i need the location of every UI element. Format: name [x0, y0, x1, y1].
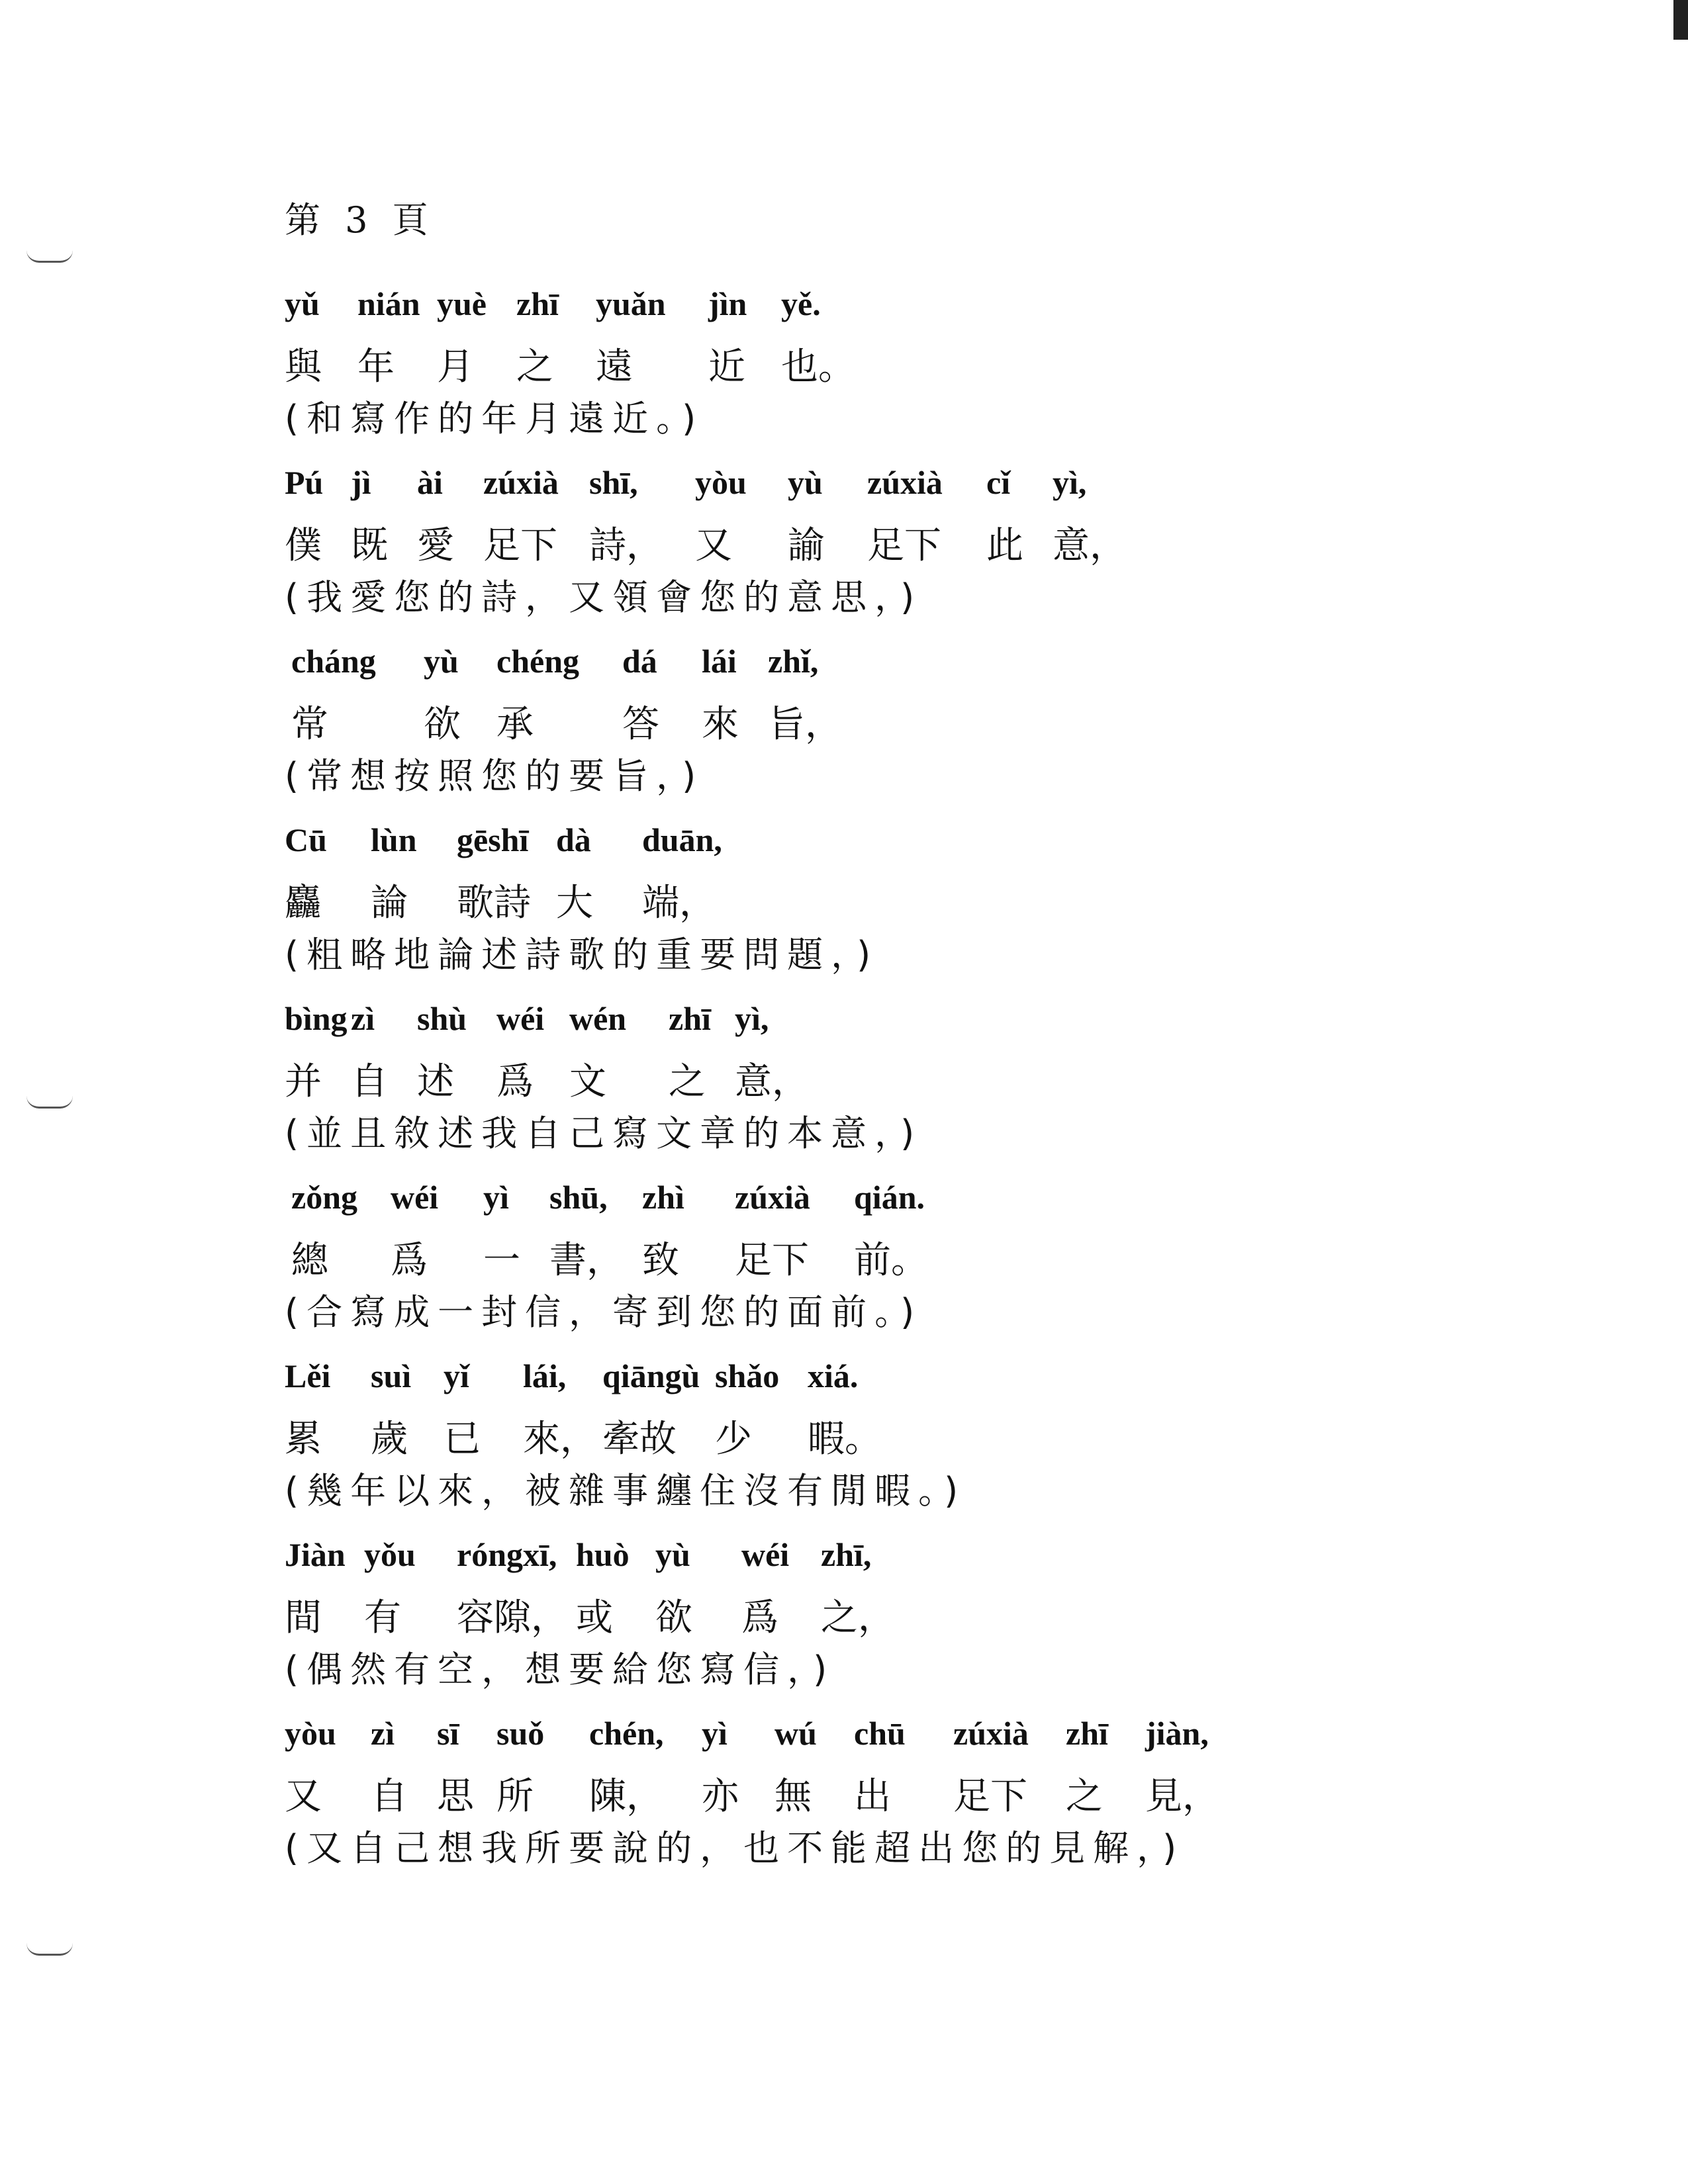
pinyin-syllable: chū: [854, 1715, 906, 1752]
chinese-text-line: [285, 338, 1410, 388]
pinyin-syllable: gēshī: [457, 821, 529, 858]
stanza-5: [285, 999, 1410, 1154]
pinyin-syllable: jiàn,: [1145, 1715, 1209, 1752]
pinyin-syllable: wén: [569, 1000, 627, 1037]
pinyin-syllable: yě.: [781, 285, 821, 322]
pinyin-syllable: lái: [702, 643, 737, 680]
stanza-7: [285, 1357, 1410, 1512]
pinyin-syllable: yì,: [735, 1000, 769, 1037]
pinyin-syllable: wéi: [741, 1536, 790, 1573]
chinese-character: 承: [496, 703, 534, 746]
pinyin-line: [285, 642, 1410, 688]
stanza-3: [285, 642, 1410, 797]
modern-translation: (常想按照您的要旨，): [285, 755, 704, 797]
pinyin-syllable: zǒng: [291, 1179, 357, 1216]
pinyin-syllable: chén,: [589, 1715, 664, 1752]
pinyin-syllable: zúxià: [867, 464, 943, 501]
chinese-character: 足下: [483, 524, 557, 567]
pinyin-syllable: yǐ: [444, 1357, 469, 1394]
pinyin-syllable: jìn: [708, 285, 747, 322]
pinyin-syllable: zhì: [642, 1179, 684, 1216]
pinyin-syllable: huò: [576, 1536, 630, 1573]
chinese-character: 論: [371, 882, 408, 925]
pinyin-line: [285, 463, 1410, 510]
chinese-character: 與: [285, 345, 322, 388]
pinyin-syllable: cǐ: [986, 464, 1011, 501]
chinese-character: 旨，: [768, 703, 842, 746]
stanza-4: [285, 821, 1410, 976]
chinese-character: 足下: [867, 524, 941, 567]
chinese-character: 麤: [285, 882, 322, 925]
pinyin-syllable: yǒu: [364, 1536, 416, 1573]
chinese-character: 也。: [781, 345, 855, 388]
hole-punch-mark: [26, 250, 73, 263]
chinese-text-line: [285, 516, 1410, 567]
chinese-character: 書，: [549, 1239, 624, 1282]
pinyin-syllable: suǒ: [496, 1715, 545, 1752]
pinyin-syllable: shī,: [589, 464, 638, 501]
stanza-2: [285, 463, 1410, 618]
chinese-character: 已: [444, 1418, 481, 1461]
chinese-character: 來，: [523, 1418, 597, 1461]
pinyin-syllable: nián: [357, 285, 420, 322]
pinyin-syllable: qián.: [854, 1179, 925, 1216]
pinyin-syllable: sī: [437, 1715, 459, 1752]
pinyin-syllable: zì: [371, 1715, 395, 1752]
chinese-character: 欲: [424, 703, 461, 746]
pinyin-syllable: dà: [556, 821, 591, 858]
chinese-text-line: [285, 1767, 1410, 1818]
chinese-character: 意，: [735, 1060, 809, 1103]
pinyin-syllable: lái,: [523, 1357, 567, 1394]
chinese-text-line: [285, 1052, 1410, 1103]
hole-punch-mark: [26, 1096, 73, 1109]
chinese-character: 總: [291, 1239, 328, 1282]
pinyin-line: [285, 1357, 1410, 1403]
pinyin-syllable: suì: [371, 1357, 412, 1394]
pinyin-syllable: yì: [702, 1715, 727, 1752]
chinese-character: 思: [437, 1775, 474, 1818]
chinese-character: 出: [854, 1775, 891, 1818]
chinese-character: 端，: [642, 882, 716, 925]
pinyin-syllable: qiāngù: [602, 1357, 700, 1394]
chinese-character: 亦: [702, 1775, 739, 1818]
pinyin-line: [285, 999, 1410, 1046]
pinyin-syllable: yòu: [285, 1715, 336, 1752]
pinyin-line: [285, 1535, 1410, 1582]
chinese-character: 答: [622, 703, 659, 746]
chinese-character: 爲: [741, 1596, 778, 1639]
pinyin-syllable: ài: [417, 464, 443, 501]
chinese-character: 文: [569, 1060, 606, 1103]
pinyin-syllable: yù: [655, 1536, 690, 1573]
chinese-character: 歌詩: [457, 882, 531, 925]
chinese-character: 自: [351, 1060, 388, 1103]
chinese-character: 之: [669, 1060, 706, 1103]
chinese-character: 并: [285, 1060, 322, 1103]
pinyin-syllable: yuè: [437, 285, 487, 322]
pinyin-line: [285, 285, 1410, 331]
pinyin-syllable: dá: [622, 643, 657, 680]
chinese-character: 大: [556, 882, 593, 925]
chinese-character: 歲: [371, 1418, 408, 1461]
chinese-character: 爲: [391, 1239, 428, 1282]
hole-punch-mark: [26, 1943, 73, 1956]
chinese-character: 之: [1066, 1775, 1103, 1818]
modern-translation: (又自己想我所要說的，也不能超出您的見解，): [285, 1827, 1185, 1869]
pinyin-syllable: lùn: [371, 821, 417, 858]
chinese-character: 足下: [735, 1239, 809, 1282]
scan-edge-mark: [1673, 0, 1688, 40]
pinyin-syllable: zúxià: [735, 1179, 810, 1216]
chinese-character: 僕: [285, 524, 322, 567]
chinese-character: 之: [516, 345, 553, 388]
chinese-character: 間: [285, 1596, 322, 1639]
chinese-character: 暇。: [808, 1418, 882, 1461]
pinyin-syllable: zúxià: [483, 464, 559, 501]
pinyin-syllable: zhī: [669, 1000, 711, 1037]
chinese-character: 既: [351, 524, 388, 567]
chinese-character: 又: [695, 524, 732, 567]
pinyin-syllable: chéng: [496, 643, 579, 680]
pinyin-syllable: yù: [424, 643, 459, 680]
pinyin-syllable: wéi: [391, 1179, 439, 1216]
chinese-character: 此: [986, 524, 1023, 567]
chinese-character: 近: [708, 345, 745, 388]
chinese-text-line: [285, 695, 1410, 746]
chinese-character: 述: [417, 1060, 454, 1103]
pinyin-syllable: bìng: [285, 1000, 348, 1037]
modern-translation: (並且敘述我自己寫文章的本意，): [285, 1113, 923, 1154]
pinyin-syllable: wú: [774, 1715, 817, 1752]
chinese-character: 一: [483, 1239, 520, 1282]
pinyin-syllable: zhī: [516, 285, 559, 322]
pinyin-syllable: cháng: [291, 643, 376, 680]
chinese-character: 少: [715, 1418, 752, 1461]
chinese-character: 自: [371, 1775, 408, 1818]
chinese-character: 來: [702, 703, 739, 746]
pinyin-syllable: Cū: [285, 821, 327, 858]
pinyin-syllable: shù: [417, 1000, 467, 1037]
chinese-character: 欲: [655, 1596, 692, 1639]
pinyin-syllable: yuǎn: [596, 285, 666, 322]
modern-translation: (合寫成一封信，寄到您的面前。): [285, 1291, 923, 1333]
pinyin-line: [285, 1714, 1410, 1760]
modern-translation: (我愛您的詩，又領會您的意思，): [285, 576, 923, 618]
stanza-9: [285, 1714, 1410, 1869]
chinese-character: 又: [285, 1775, 322, 1818]
chinese-character: 月: [437, 345, 474, 388]
pinyin-syllable: jì: [351, 464, 371, 501]
pinyin-syllable: zhī: [1066, 1715, 1108, 1752]
chinese-character: 遠: [596, 345, 633, 388]
pinyin-syllable: zhǐ,: [768, 643, 819, 680]
chinese-character: 無: [774, 1775, 812, 1818]
chinese-text-line: [285, 1231, 1410, 1282]
pinyin-syllable: Lěi: [285, 1357, 331, 1394]
chinese-character: 有: [364, 1596, 401, 1639]
chinese-character: 意，: [1053, 524, 1127, 567]
pinyin-syllable: yì: [483, 1179, 509, 1216]
chinese-character: 爲: [496, 1060, 534, 1103]
chinese-character: 之，: [821, 1596, 895, 1639]
chinese-character: 致: [642, 1239, 679, 1282]
modern-translation: (粗略地論述詩歌的重要問題，): [285, 934, 879, 976]
pinyin-syllable: wéi: [496, 1000, 545, 1037]
chinese-text-line: [285, 1588, 1410, 1639]
chinese-character: 常: [291, 703, 328, 746]
chinese-text-line: [285, 874, 1410, 925]
pinyin-syllable: yǔ: [285, 285, 320, 322]
chinese-character: 年: [357, 345, 395, 388]
chinese-character: 容隙，: [457, 1596, 568, 1639]
stanza-1: [285, 285, 1410, 439]
pinyin-line: [285, 1178, 1410, 1224]
stanza-8: [285, 1535, 1410, 1690]
chinese-text-line: [285, 1410, 1410, 1461]
pinyin-syllable: yì,: [1053, 464, 1087, 501]
pinyin-line: [285, 821, 1410, 867]
chinese-character: 所: [496, 1775, 534, 1818]
chinese-character: 前。: [854, 1239, 928, 1282]
chinese-character: 諭: [788, 524, 825, 567]
chinese-character: 或: [576, 1596, 613, 1639]
modern-translation: (幾年以來，被雜事纏住沒有閒暇。): [285, 1470, 966, 1512]
chinese-character: 足下: [953, 1775, 1027, 1818]
modern-translation: (和寫作的年月遠近。): [285, 398, 704, 439]
pinyin-syllable: shǎo: [715, 1357, 780, 1394]
chinese-character: 詩，: [589, 524, 663, 567]
pinyin-syllable: zì: [351, 1000, 375, 1037]
pinyin-syllable: duān,: [642, 821, 722, 858]
pinyin-syllable: yòu: [695, 464, 747, 501]
pinyin-syllable: zhī,: [821, 1536, 872, 1573]
pinyin-syllable: zúxià: [953, 1715, 1029, 1752]
pinyin-syllable: Pú: [285, 464, 324, 501]
pinyin-syllable: róngxī,: [457, 1536, 557, 1573]
chinese-character: 陳，: [589, 1775, 663, 1818]
pinyin-syllable: xiá.: [808, 1357, 859, 1394]
chinese-character: 愛: [417, 524, 454, 567]
chinese-character: 累: [285, 1418, 322, 1461]
chinese-character: 見，: [1145, 1775, 1219, 1818]
modern-translation: (偶然有空，想要給您寫信，): [285, 1649, 835, 1690]
pinyin-syllable: Jiàn: [285, 1536, 346, 1573]
pinyin-syllable: yù: [788, 464, 823, 501]
page-number-header: 第 3 頁: [285, 199, 435, 241]
stanza-6: [285, 1178, 1410, 1333]
pinyin-syllable: shū,: [549, 1179, 608, 1216]
chinese-character: 牽故: [602, 1418, 677, 1461]
